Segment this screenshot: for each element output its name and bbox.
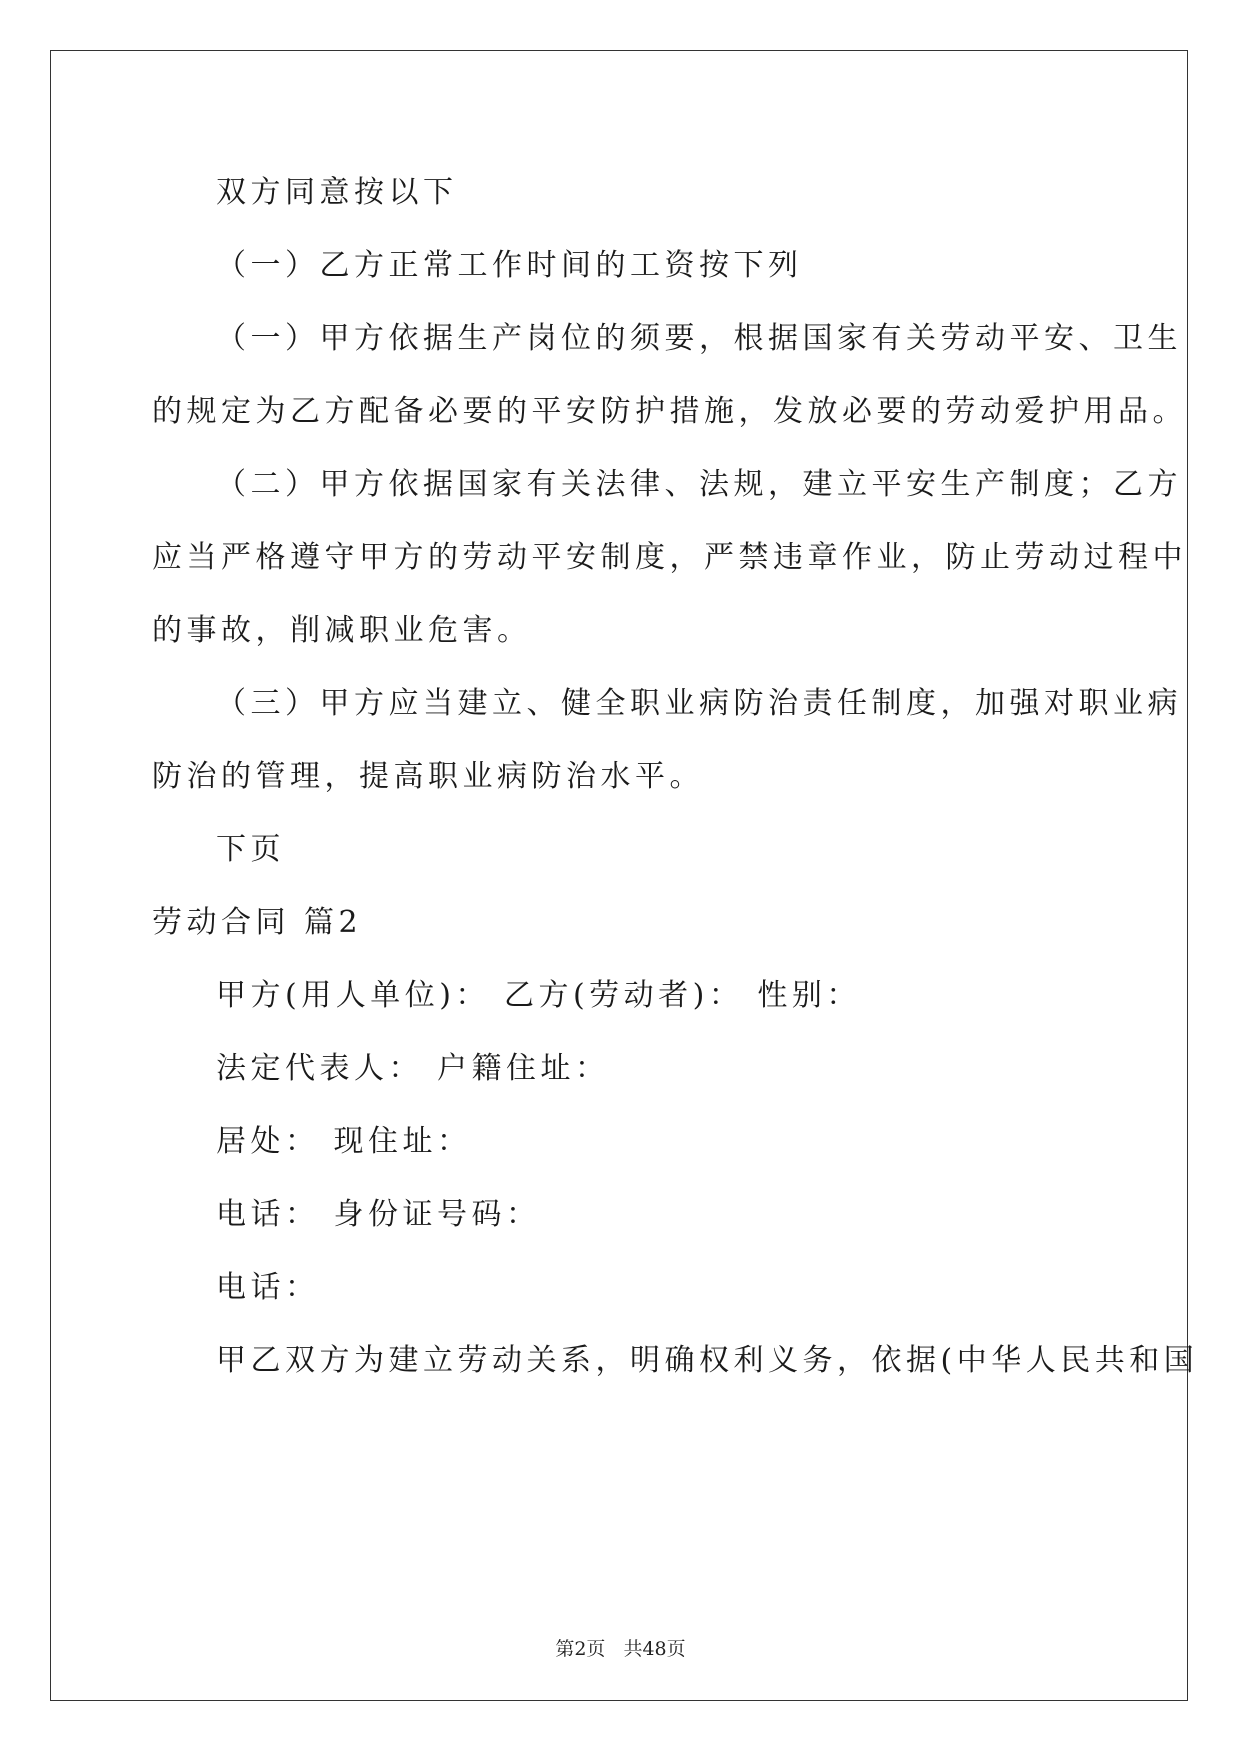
paragraph-line: 的规定为乙方配备必要的平安防护措施，发放必要的劳动爱护用品。 [152,394,1187,429]
paragraph-line: 法定代表人： 户籍住址： [216,1051,610,1086]
paragraph-line: （三）甲方应当建立、健全职业病防治责任制度，加强对职业病 [216,686,1182,721]
page-number: 第2页 [555,1638,606,1660]
paragraph-line: 应当严格遵守甲方的劳动平安制度，严禁违章作业，防止劳动过程中 [152,540,1187,575]
paragraph-line: 的事故，削减职业危害。 [152,613,532,648]
paragraph-line: （一）甲方依据生产岗位的须要，根据国家有关劳动平安、卫生 [216,321,1182,356]
paragraph-line: 双方同意按以下 [216,175,458,210]
section-heading: 劳动合同 篇2 [152,905,363,940]
page-footer [0,1634,1241,1661]
paragraph-line: 居处： 现住址： [216,1124,472,1159]
paragraph-line: 防治的管理，提高职业病防治水平。 [152,759,704,794]
page-total: 共48页 [623,1638,686,1660]
paragraph-line: （一）乙方正常工作时间的工资按下列 [216,248,803,283]
paragraph-line: 电话： [216,1270,320,1305]
paragraph-line: 电话： 身份证号码： [216,1197,541,1232]
paragraph-line: 下页 [216,832,285,867]
paragraph-line: 甲方(用人单位)： 乙方(劳动者)： 性别： [216,978,861,1013]
document-body [152,162,1199,1391]
paragraph-line: 甲乙双方为建立劳动关系，明确权利义务，依据(中华人民共和国 [216,1343,1199,1378]
paragraph-line: （二）甲方依据国家有关法律、法规，建立平安生产制度；乙方 [216,467,1182,502]
